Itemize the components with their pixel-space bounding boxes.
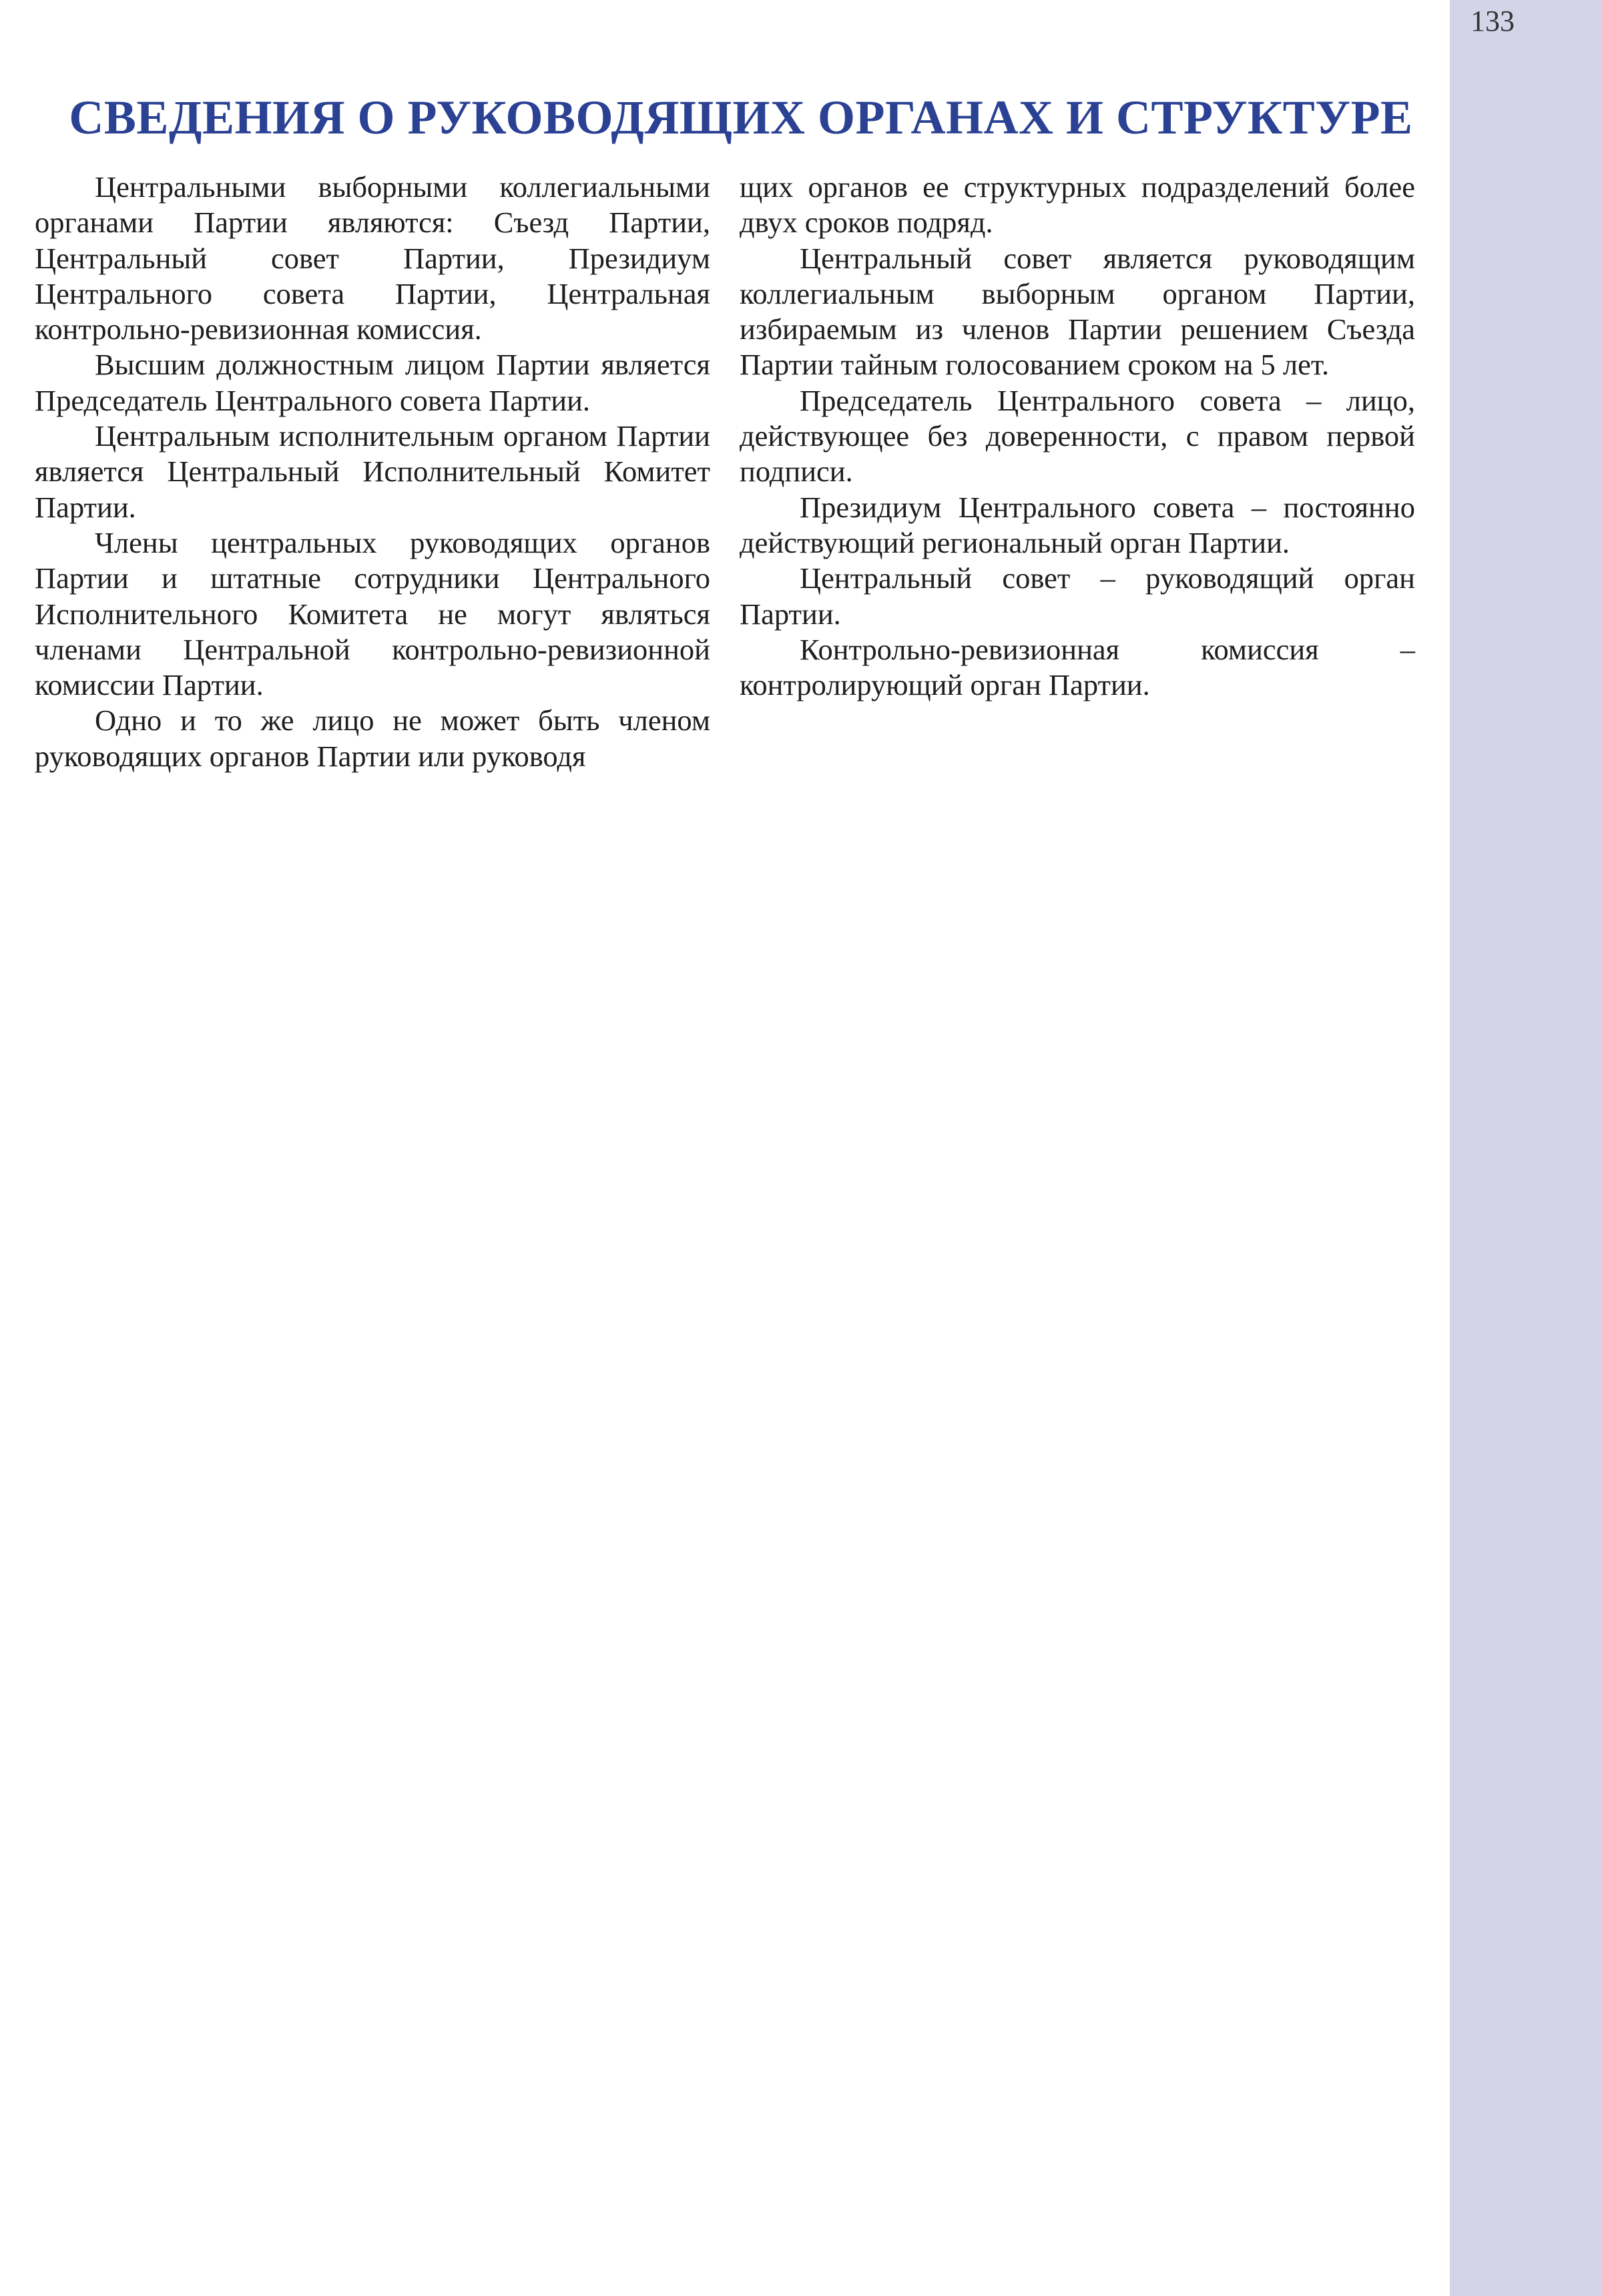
paragraph-chairman: Председатель Центрального совета – лицо, действующее без доверенности, с правом первой подписи. [740,383,1415,489]
paragraph-presidium: Президиум Центрального совета – постоянно действующий региональный орган Партии. [740,490,1415,559]
side-margin-band [1450,0,1602,2296]
page-title: СВЕДЕНИЯ О РУКОВОДЯЩИХ ОРГАНАХ И СТРУКТУРЕ [69,91,1413,144]
paragraph-term-limit-end: щих органов ее структурных подразделений более двух сроков подряд. [740,170,1415,240]
paragraph-highest-official: Высшим должностным лицом Партии является Председатель Центрального совета Партии. [35,348,710,417]
paragraph-central-bodies: Центральными выборными коллегиальными органами Партии являются: Съезд Партии, Центральный совет Партии, Президиум Центрального совета Партии, Центральная контрольно-ревизионная комиссия. [35,170,710,346]
paragraph-central-council: Центральный совет является руководящим коллегиальным выборным органом Партии, избираемым из членов Партии решением Съезда Партии тайным голосованием сроком на 5 лет. [740,241,1415,382]
right-column [740,170,1415,703]
paragraph-executive-body: Центральным исполнительным органом Партии является Центральный Исполнительный Комитет Партии. [35,419,710,524]
page-number: 133 [1471,5,1515,37]
paragraph-term-limit-start: Одно и то же лицо не может быть членом руководящих органов Партии или руководя [35,703,710,773]
paragraph-council-role: Центральный совет – руководящий орган Партии. [740,561,1415,631]
paragraph-membership-restriction: Члены центральных руководящих органов Партии и штатные сотрудники Центрального Исполнительного Комитета не могут являться членами Центральной контрольно-ревизионной комиссии Партии. [35,525,710,702]
paragraph-audit-commission: Контрольно-ревизионная комиссия – контролирующий орган Партии. [740,632,1415,702]
left-column [35,170,710,774]
